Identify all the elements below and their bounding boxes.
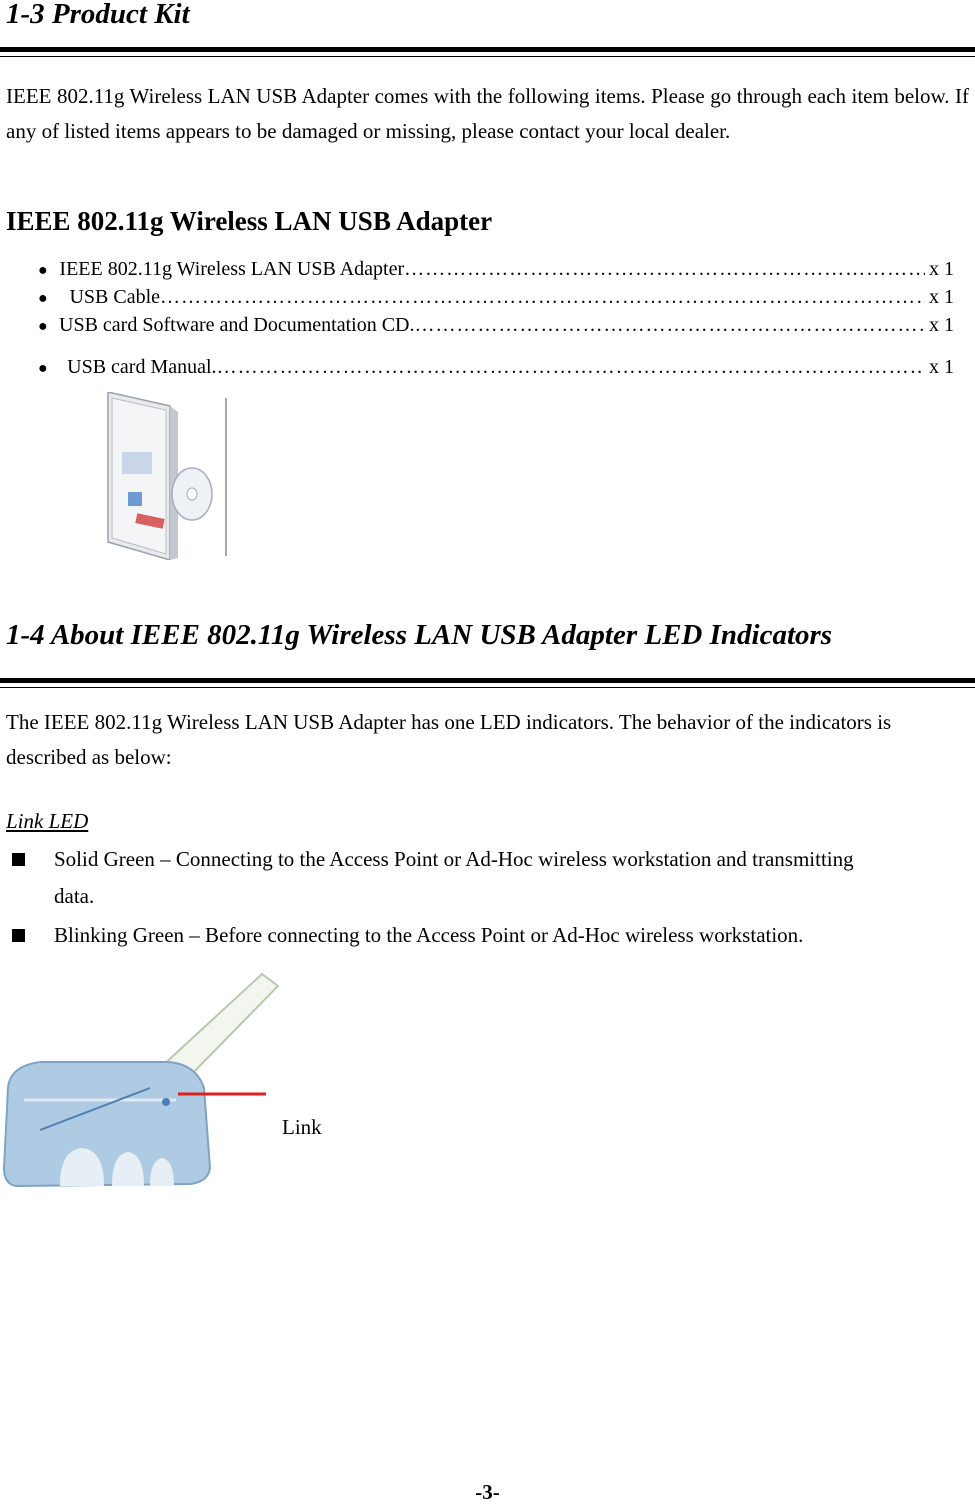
title-rule — [0, 47, 975, 52]
bullet-icon: ● — [38, 290, 48, 307]
kit-item-qty: x 1 — [929, 286, 954, 308]
kit-item — [38, 314, 954, 337]
bullet-icon: ● — [38, 262, 48, 279]
leader-dots — [160, 286, 925, 309]
kit-item-label: USB card Software and Documentation CD. — [59, 314, 415, 336]
kit-item-qty: x 1 — [929, 258, 954, 280]
led-state-text: Blinking Green – Before connecting to the Access Point or Ad-Hoc wireless workstation. — [54, 923, 804, 947]
section-title-led-indicators: 1-4 About IEEE 802.11g Wireless LAN USB Adapter LED Indicators — [6, 619, 833, 651]
kit-item — [38, 356, 954, 379]
leader-dots — [404, 258, 925, 281]
kit-item-label: IEEE 802.11g Wireless LAN USB Adapter — [59, 258, 405, 280]
kit-item-label: USB Cable — [69, 286, 161, 308]
square-bullet-icon — [12, 929, 25, 942]
led-state-item — [12, 841, 892, 915]
title-rule-thin — [0, 56, 975, 57]
link-callout-label: Link — [282, 1115, 322, 1139]
kit-item-qty: x 1 — [929, 314, 954, 336]
kit-item — [38, 258, 954, 281]
cd-box-icon — [100, 392, 235, 560]
usb-adapter-icon — [0, 970, 290, 1192]
led-state-item — [12, 917, 952, 954]
bullet-icon: ● — [38, 318, 48, 335]
square-bullet-icon — [12, 853, 25, 866]
led-intro: The IEEE 802.11g Wireless LAN USB Adapter has one LED indicators. The behavior of the indicators is described as below: — [6, 710, 892, 769]
led-state-text: Solid Green – Connecting to the Access Point or Ad-Hoc wireless workstation and transmitting data. — [54, 847, 854, 908]
kit-item-qty: x 1 — [929, 356, 954, 378]
kit-item-label: USB card Manual. — [67, 356, 217, 378]
product-kit-intro: IEEE 802.11g Wireless LAN USB Adapter comes with the following items. Please go through each item below. If any of listed items appears to be damaged or missing, please contact your local dealer. — [6, 84, 969, 143]
kit-heading: IEEE 802.11g Wireless LAN USB Adapter — [6, 206, 493, 236]
section-title-product-kit: 1-3 Product Kit — [6, 0, 190, 30]
link-led-heading: Link LED — [6, 809, 89, 833]
kit-item — [38, 286, 954, 309]
title-rule — [0, 678, 975, 683]
page-number: -3- — [475, 1480, 500, 1504]
bullet-icon: ● — [38, 360, 48, 377]
leader-dots — [414, 314, 925, 337]
title-rule-thin — [0, 687, 975, 688]
leader-dots — [217, 356, 925, 379]
